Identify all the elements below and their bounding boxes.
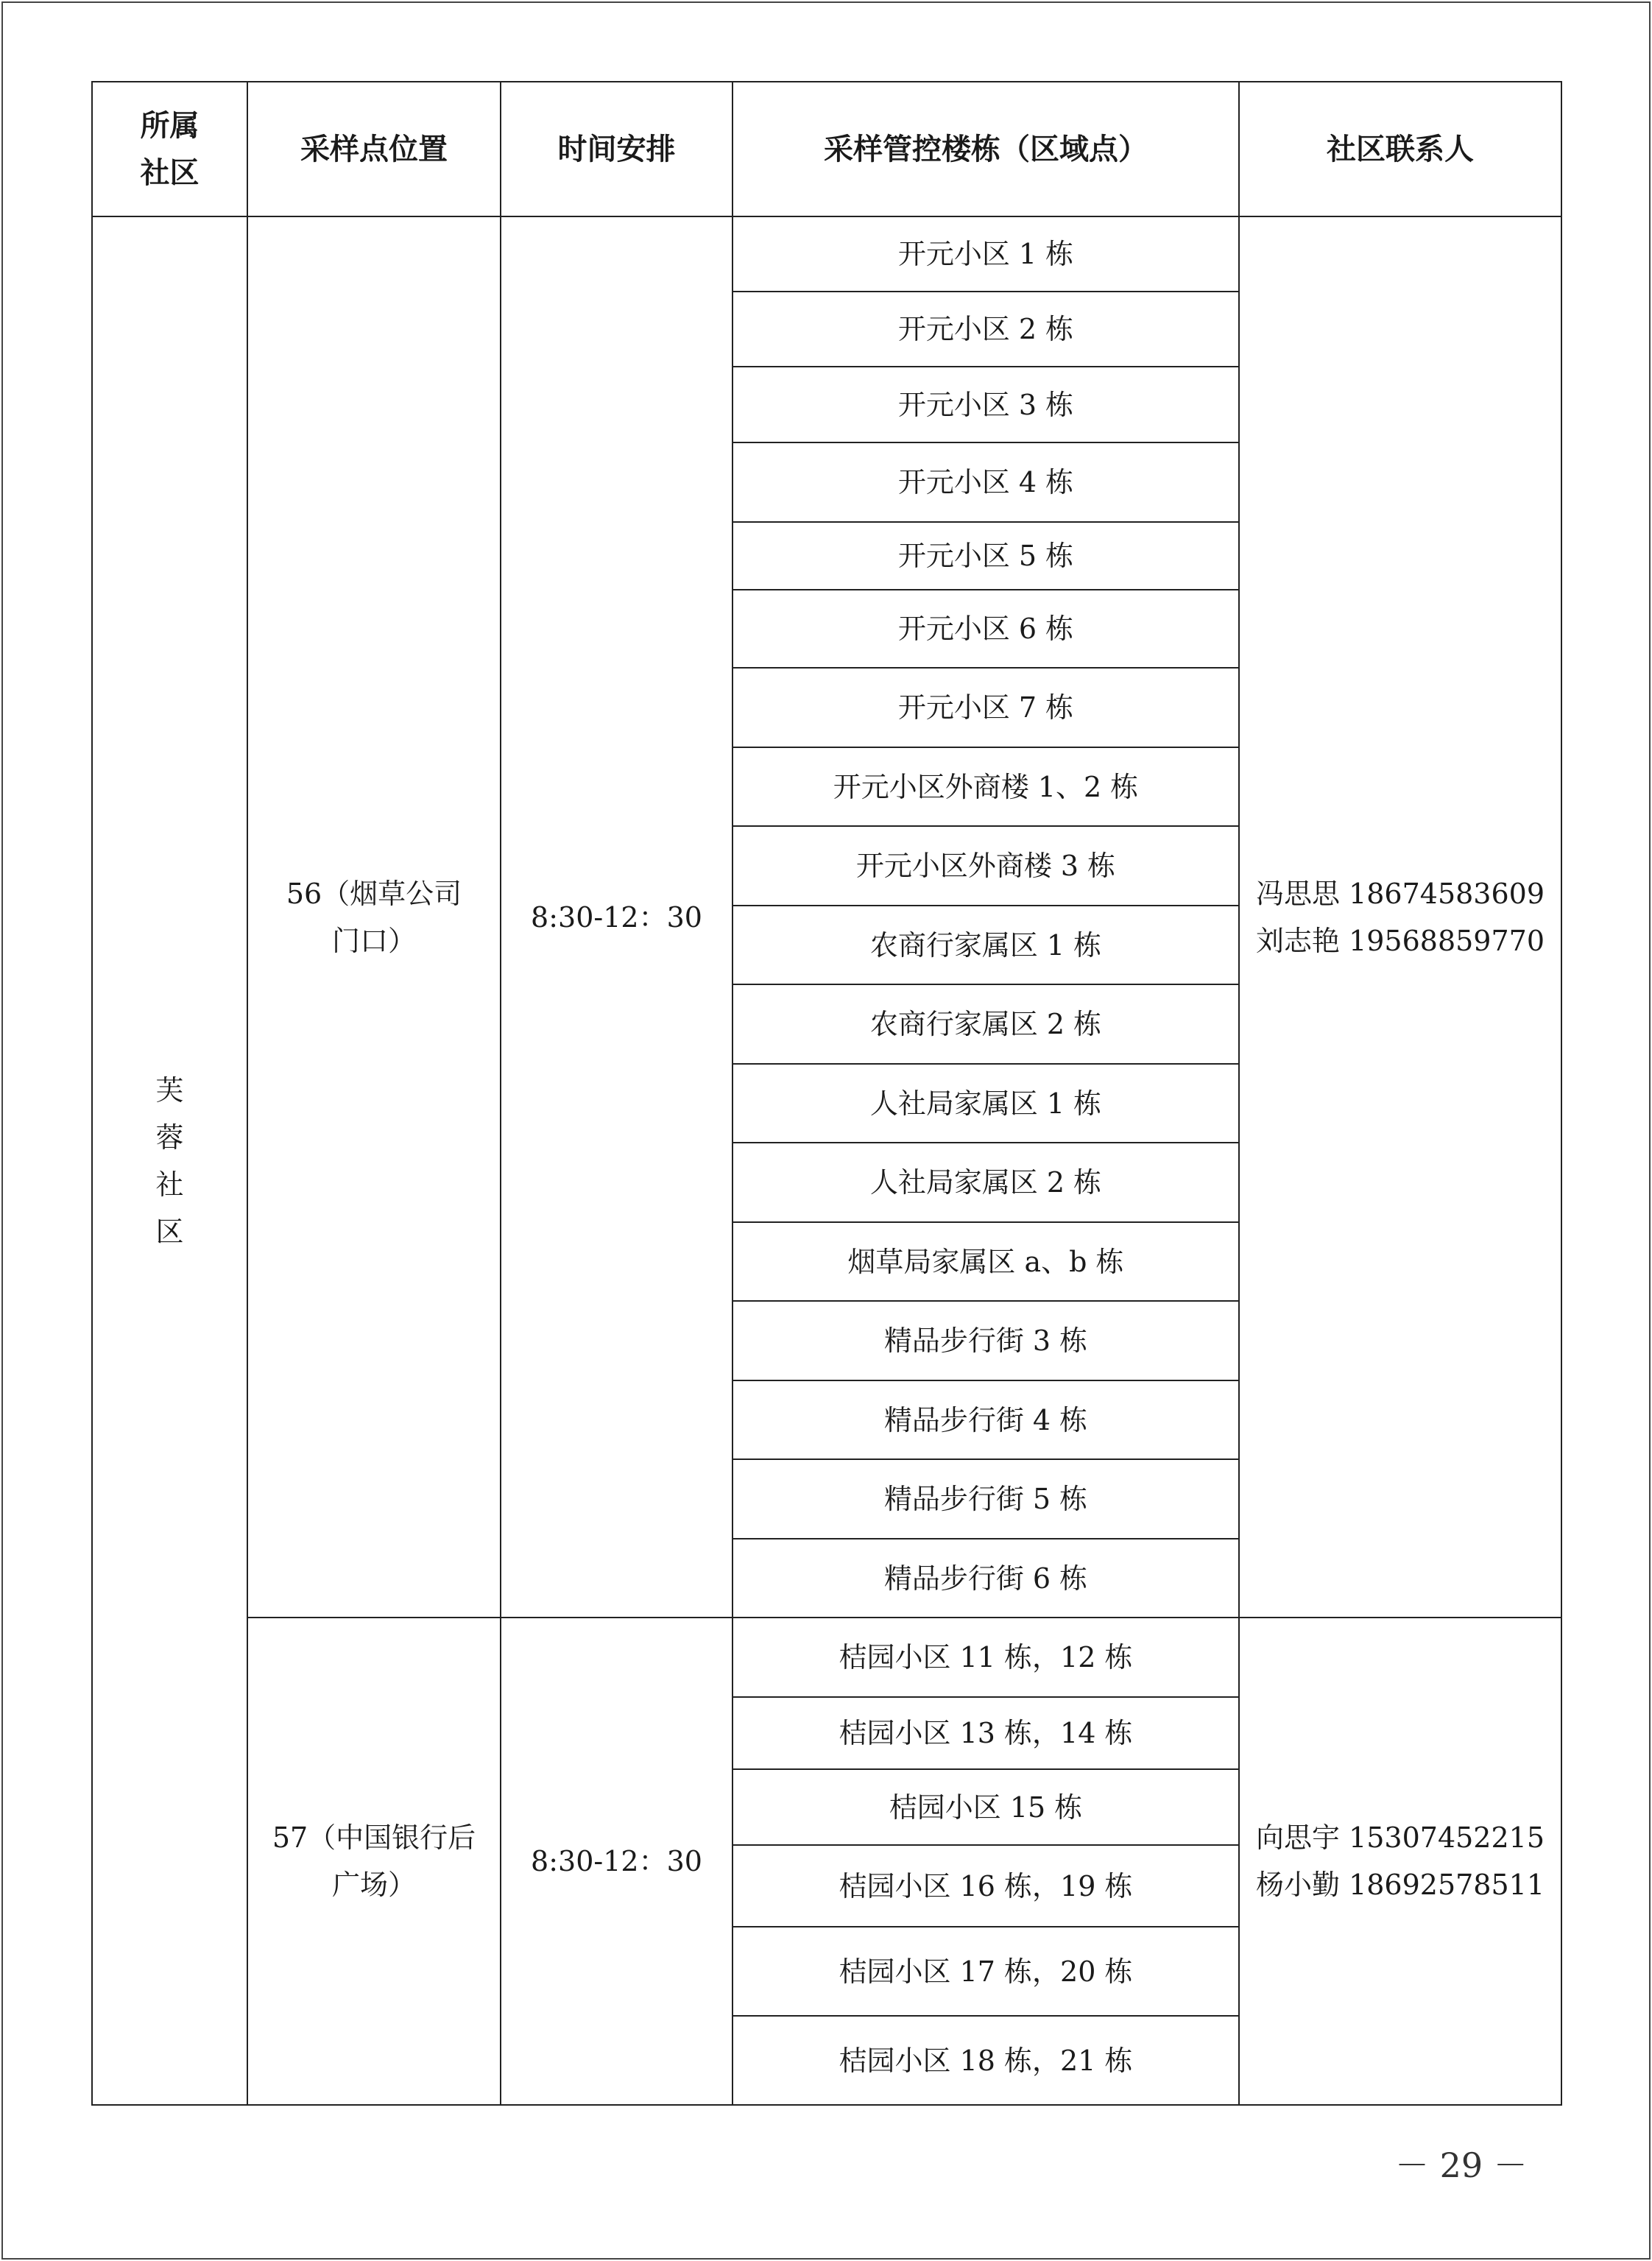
building-cell: 开元小区 4 栋 xyxy=(733,442,1239,522)
header-buildings: 采样管控楼栋（区域点） xyxy=(733,82,1239,216)
header-time: 时间安排 xyxy=(501,82,733,216)
building-cell: 人社局家属区 2 栋 xyxy=(733,1143,1239,1222)
community-char: 芙 xyxy=(155,1073,184,1107)
building-cell: 精品步行街 4 栋 xyxy=(733,1380,1239,1459)
contact-line: 向思宇 15307452215 xyxy=(1255,1821,1545,1854)
contact-line: 杨小勤 18692578511 xyxy=(1255,1869,1545,1901)
site-line: 57（中国银行后 xyxy=(272,1821,476,1854)
contact-cell-56 xyxy=(1239,216,1561,1618)
building-cell: 农商行家属区 1 栋 xyxy=(733,906,1239,984)
building-cell: 桔园小区 13 栋，14 栋 xyxy=(733,1697,1239,1769)
building-cell: 农商行家属区 2 栋 xyxy=(733,984,1239,1064)
header-row xyxy=(92,82,1561,216)
site-line: 广场） xyxy=(331,1869,416,1901)
time-cell-57: 8:30-12：30 xyxy=(501,1618,733,2105)
building-cell: 烟草局家属区 a、b 栋 xyxy=(733,1222,1239,1301)
building-cell: 桔园小区 16 栋，19 栋 xyxy=(733,1845,1239,1927)
community-char: 社 xyxy=(155,1168,184,1201)
building-cell: 精品步行街 6 栋 xyxy=(733,1539,1239,1618)
building-cell: 开元小区 5 栋 xyxy=(733,522,1239,590)
page-number: － 29 － xyxy=(1395,2145,1528,2185)
site-cell-57 xyxy=(247,1618,501,2105)
site-line: 56（烟草公司 xyxy=(286,877,462,910)
header-community-line1: 所属 xyxy=(140,108,200,143)
building-cell: 桔园小区 11 栋，12 栋 xyxy=(733,1618,1239,1697)
site-line: 门口） xyxy=(331,924,416,957)
table-row xyxy=(92,1618,1561,1697)
header-community-line2: 社区 xyxy=(140,155,200,190)
building-cell: 人社局家属区 1 栋 xyxy=(733,1064,1239,1143)
building-cell: 桔园小区 18 栋，21 栋 xyxy=(733,2016,1239,2105)
building-cell: 开元小区 2 栋 xyxy=(733,292,1239,367)
contact-line: 冯思思 18674583609 xyxy=(1255,877,1545,910)
community-char: 区 xyxy=(155,1215,184,1248)
building-cell: 桔园小区 15 栋 xyxy=(733,1769,1239,1845)
building-cell: 开元小区 1 栋 xyxy=(733,216,1239,292)
site-cell-56 xyxy=(247,216,501,1618)
contact-line: 刘志艳 19568859770 xyxy=(1255,924,1545,957)
building-cell: 开元小区外商楼 1、2 栋 xyxy=(733,747,1239,826)
building-cell: 开元小区 7 栋 xyxy=(733,668,1239,747)
building-cell: 开元小区 6 栋 xyxy=(733,590,1239,668)
contact-cell-57 xyxy=(1239,1618,1561,2105)
building-cell: 开元小区 3 栋 xyxy=(733,367,1239,442)
building-cell: 桔园小区 17 栋，20 栋 xyxy=(733,1927,1239,2016)
community-cell xyxy=(92,216,247,2105)
building-cell: 精品步行街 5 栋 xyxy=(733,1459,1239,1539)
building-cell: 精品步行街 3 栋 xyxy=(733,1301,1239,1380)
sampling-schedule-table xyxy=(91,81,1562,2106)
time-cell-56: 8:30-12：30 xyxy=(501,216,733,1618)
header-contact: 社区联系人 xyxy=(1239,82,1561,216)
header-site: 采样点位置 xyxy=(247,82,501,216)
table-row xyxy=(92,216,1561,292)
building-cell: 开元小区外商楼 3 栋 xyxy=(733,826,1239,906)
community-char: 蓉 xyxy=(155,1121,184,1154)
header-community xyxy=(92,82,247,216)
